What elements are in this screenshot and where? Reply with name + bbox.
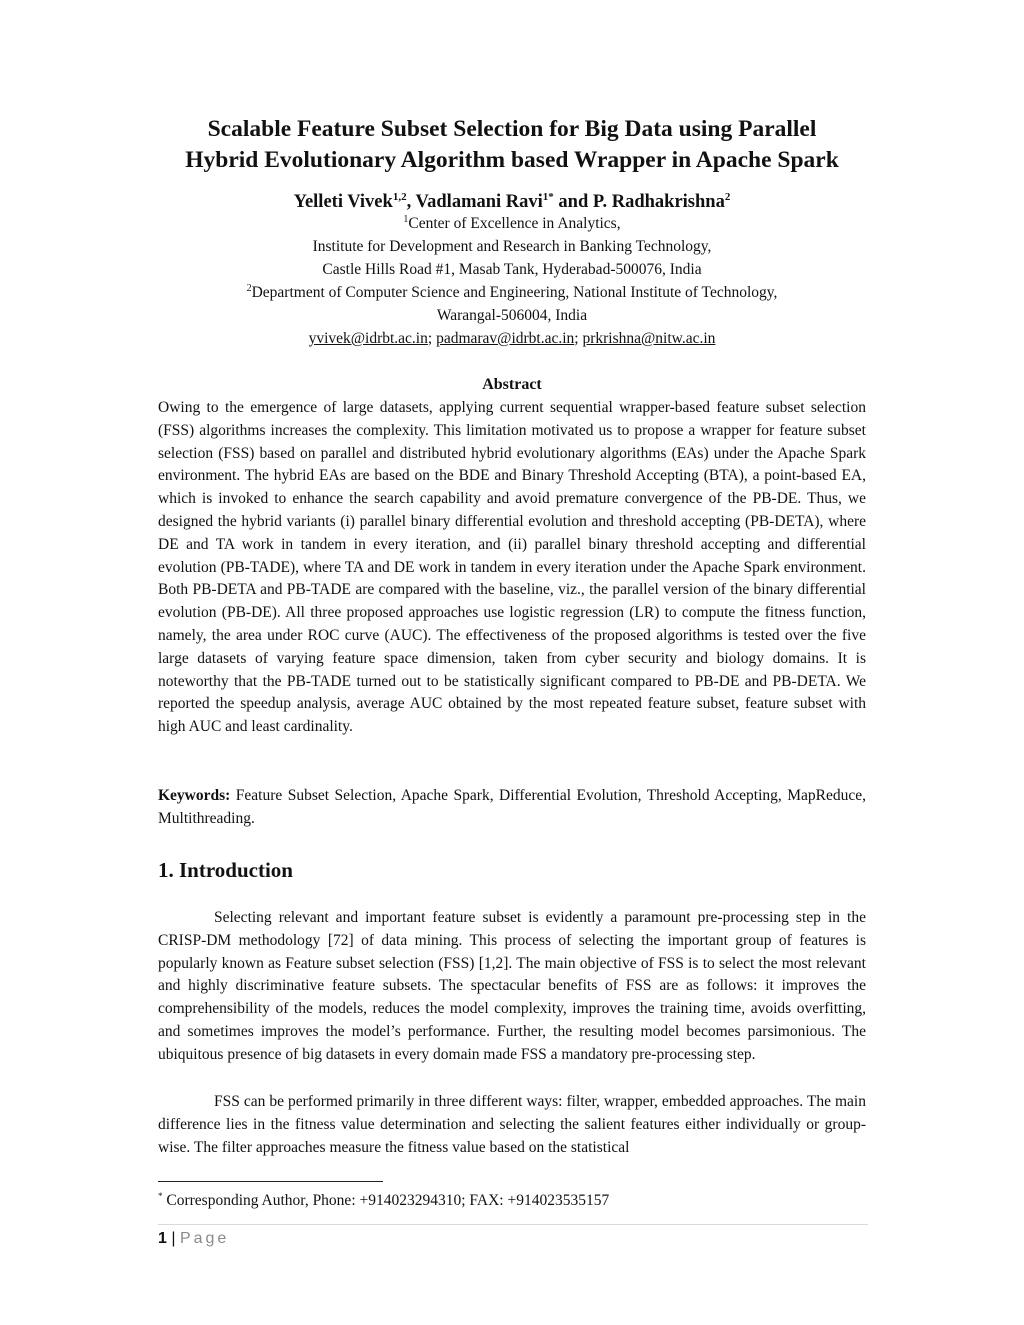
title-line-1: Scalable Feature Subset Selection for Big Data using Parallel	[207, 116, 817, 142]
footer-divider	[158, 1224, 868, 1225]
affiliation-2-line-2: Warangal-506004, India	[436, 307, 588, 324]
author-list	[60, 190, 964, 214]
email-link[interactable]: padmarav@idrbt.ac.in	[436, 330, 575, 347]
footnote-mark: *	[158, 1191, 163, 1201]
keywords-label: Keywords:	[158, 787, 231, 804]
affiliation-2-line-1: $^2$Department of Computer Science and Engineering, National Institute of Technology,	[246, 283, 778, 301]
abstract-text: Owing to the emergence of large datasets, applying current sequential wrapper-based feature subset selection (FSS) algorithms increases the complexity. This limitation motivated us to propose a wrapper for feature subset selection (FSS) based on parallel and distributed hybrid evolutionary algorithms (EAs) under the Apache Spark environment. The hybrid EAs are based on the BDE and Binary Threshold Accepting (BTA), a point-based EA, which is invoked to enhance the search capability and avoid premature convergence of the PB-DE. Thus, we designed the hybrid variants (i) parallel binary differential evolution and threshold accepting (PB-DETA), where DE and TA work in tandem in every iteration, and (ii) parallel binary threshold accepting and differential evolution (PB-TADE), where TA and DE work in tandem in every iteration under the Apache Spark environment. Both PB-DETA and PB-TADE are compared with the baseline, viz., the parallel version of the binary differential evolution (PB-DE). All three proposed approaches use logistic regression (LR) to compute the fitness function, namely, the area under ROC curve (AUC). The effectiveness of the proposed algorithms is tested over the five large datasets of varying feature space dimension, taken from cyber security and biology domains. It is noteworthy that the PB-TADE turned out to be statistically significant compared to PB-DE and PB-DETA. We reported the speedup analysis, average AUC obtained by the most repeated feature subset, feature subset with high AUC and least cardinality.	[158, 399, 866, 736]
paper-title	[60, 114, 964, 176]
page-number: 1	[158, 1230, 167, 1247]
affiliation-mark: 2	[246, 283, 252, 294]
affiliation-mark: 1	[403, 214, 409, 225]
affiliations	[60, 212, 964, 350]
email-link[interactable]: prkrishna@nitw.ac.in	[582, 330, 716, 347]
keywords-text: Feature Subset Selection, Apache Spark, Differential Evolution, Threshold Accepting, MapReduce, Multithreading.	[158, 787, 866, 827]
author-affiliation-mark: 1,2	[392, 191, 407, 203]
page-word: Page	[179, 1230, 230, 1247]
abstract-heading: Abstract	[482, 376, 542, 393]
email-separator: ;	[574, 330, 583, 347]
footnote-divider	[158, 1181, 383, 1182]
email-separator: ;	[427, 330, 437, 347]
author-affiliation-mark: 1*	[542, 191, 554, 203]
author-affiliation-mark: 2	[724, 191, 731, 203]
section-heading: 1. Introduction	[158, 858, 293, 882]
author-name: Vadlamani Ravi	[415, 192, 543, 212]
affiliation-1-line-3: Castle Hills Road #1, Masab Tank, Hyderabad-500076, India	[322, 261, 702, 278]
footnote-text: Corresponding Author, Phone: +914023294310; FAX: +914023535157	[162, 1192, 610, 1209]
page-footer	[158, 1228, 229, 1250]
page-separator: |	[166, 1230, 180, 1247]
affiliation-1-line-1: $^1$Center of Excellence in Analytics,	[403, 214, 621, 232]
title-line-2: Hybrid Evolutionary Algorithm based Wrapper in Apache Spark	[185, 147, 839, 173]
author-name: P. Radhakrishna	[592, 192, 725, 212]
affiliation-1-line-2: Institute for Development and Research in Banking Technology,	[312, 238, 712, 255]
intro-paragraph-1: Selecting relevant and important feature subset is evidently a paramount pre-processing step in the CRISP-DM methodology [72] of data mining. This process of selecting the important group of features is popularly known as Feature subset selection (FSS) [1,2]. The main objective of FSS is to select the most relevant and highly discriminative feature subsets. The spectacular benefits of FSS are as follows: it improves the comprehensibility of the models, reduces the model complexity, improves the training time, avoids overfitting, and sometimes improves the model’s performance. Further, the resulting model becomes parsimonious. The ubiquitous presence of big datasets in every domain made FSS a mandatory pre-processing step.	[158, 909, 866, 1063]
email-link[interactable]: yvivek@idrbt.ac.in	[308, 330, 428, 347]
footnote	[158, 1190, 609, 1212]
author-name: Yelleti Vivek	[293, 192, 393, 212]
author-separator: and	[553, 192, 593, 212]
author-separator: ,	[406, 192, 416, 212]
intro-paragraph-2: FSS can be performed primarily in three different ways: filter, wrapper, embedded approaches. The main difference lies in the fitness value determination and selecting the salient features either individually or group-wise. The filter approaches measure the fitness value based on the statistical	[158, 1093, 866, 1156]
email-list	[60, 327, 964, 350]
keywords	[158, 785, 866, 831]
